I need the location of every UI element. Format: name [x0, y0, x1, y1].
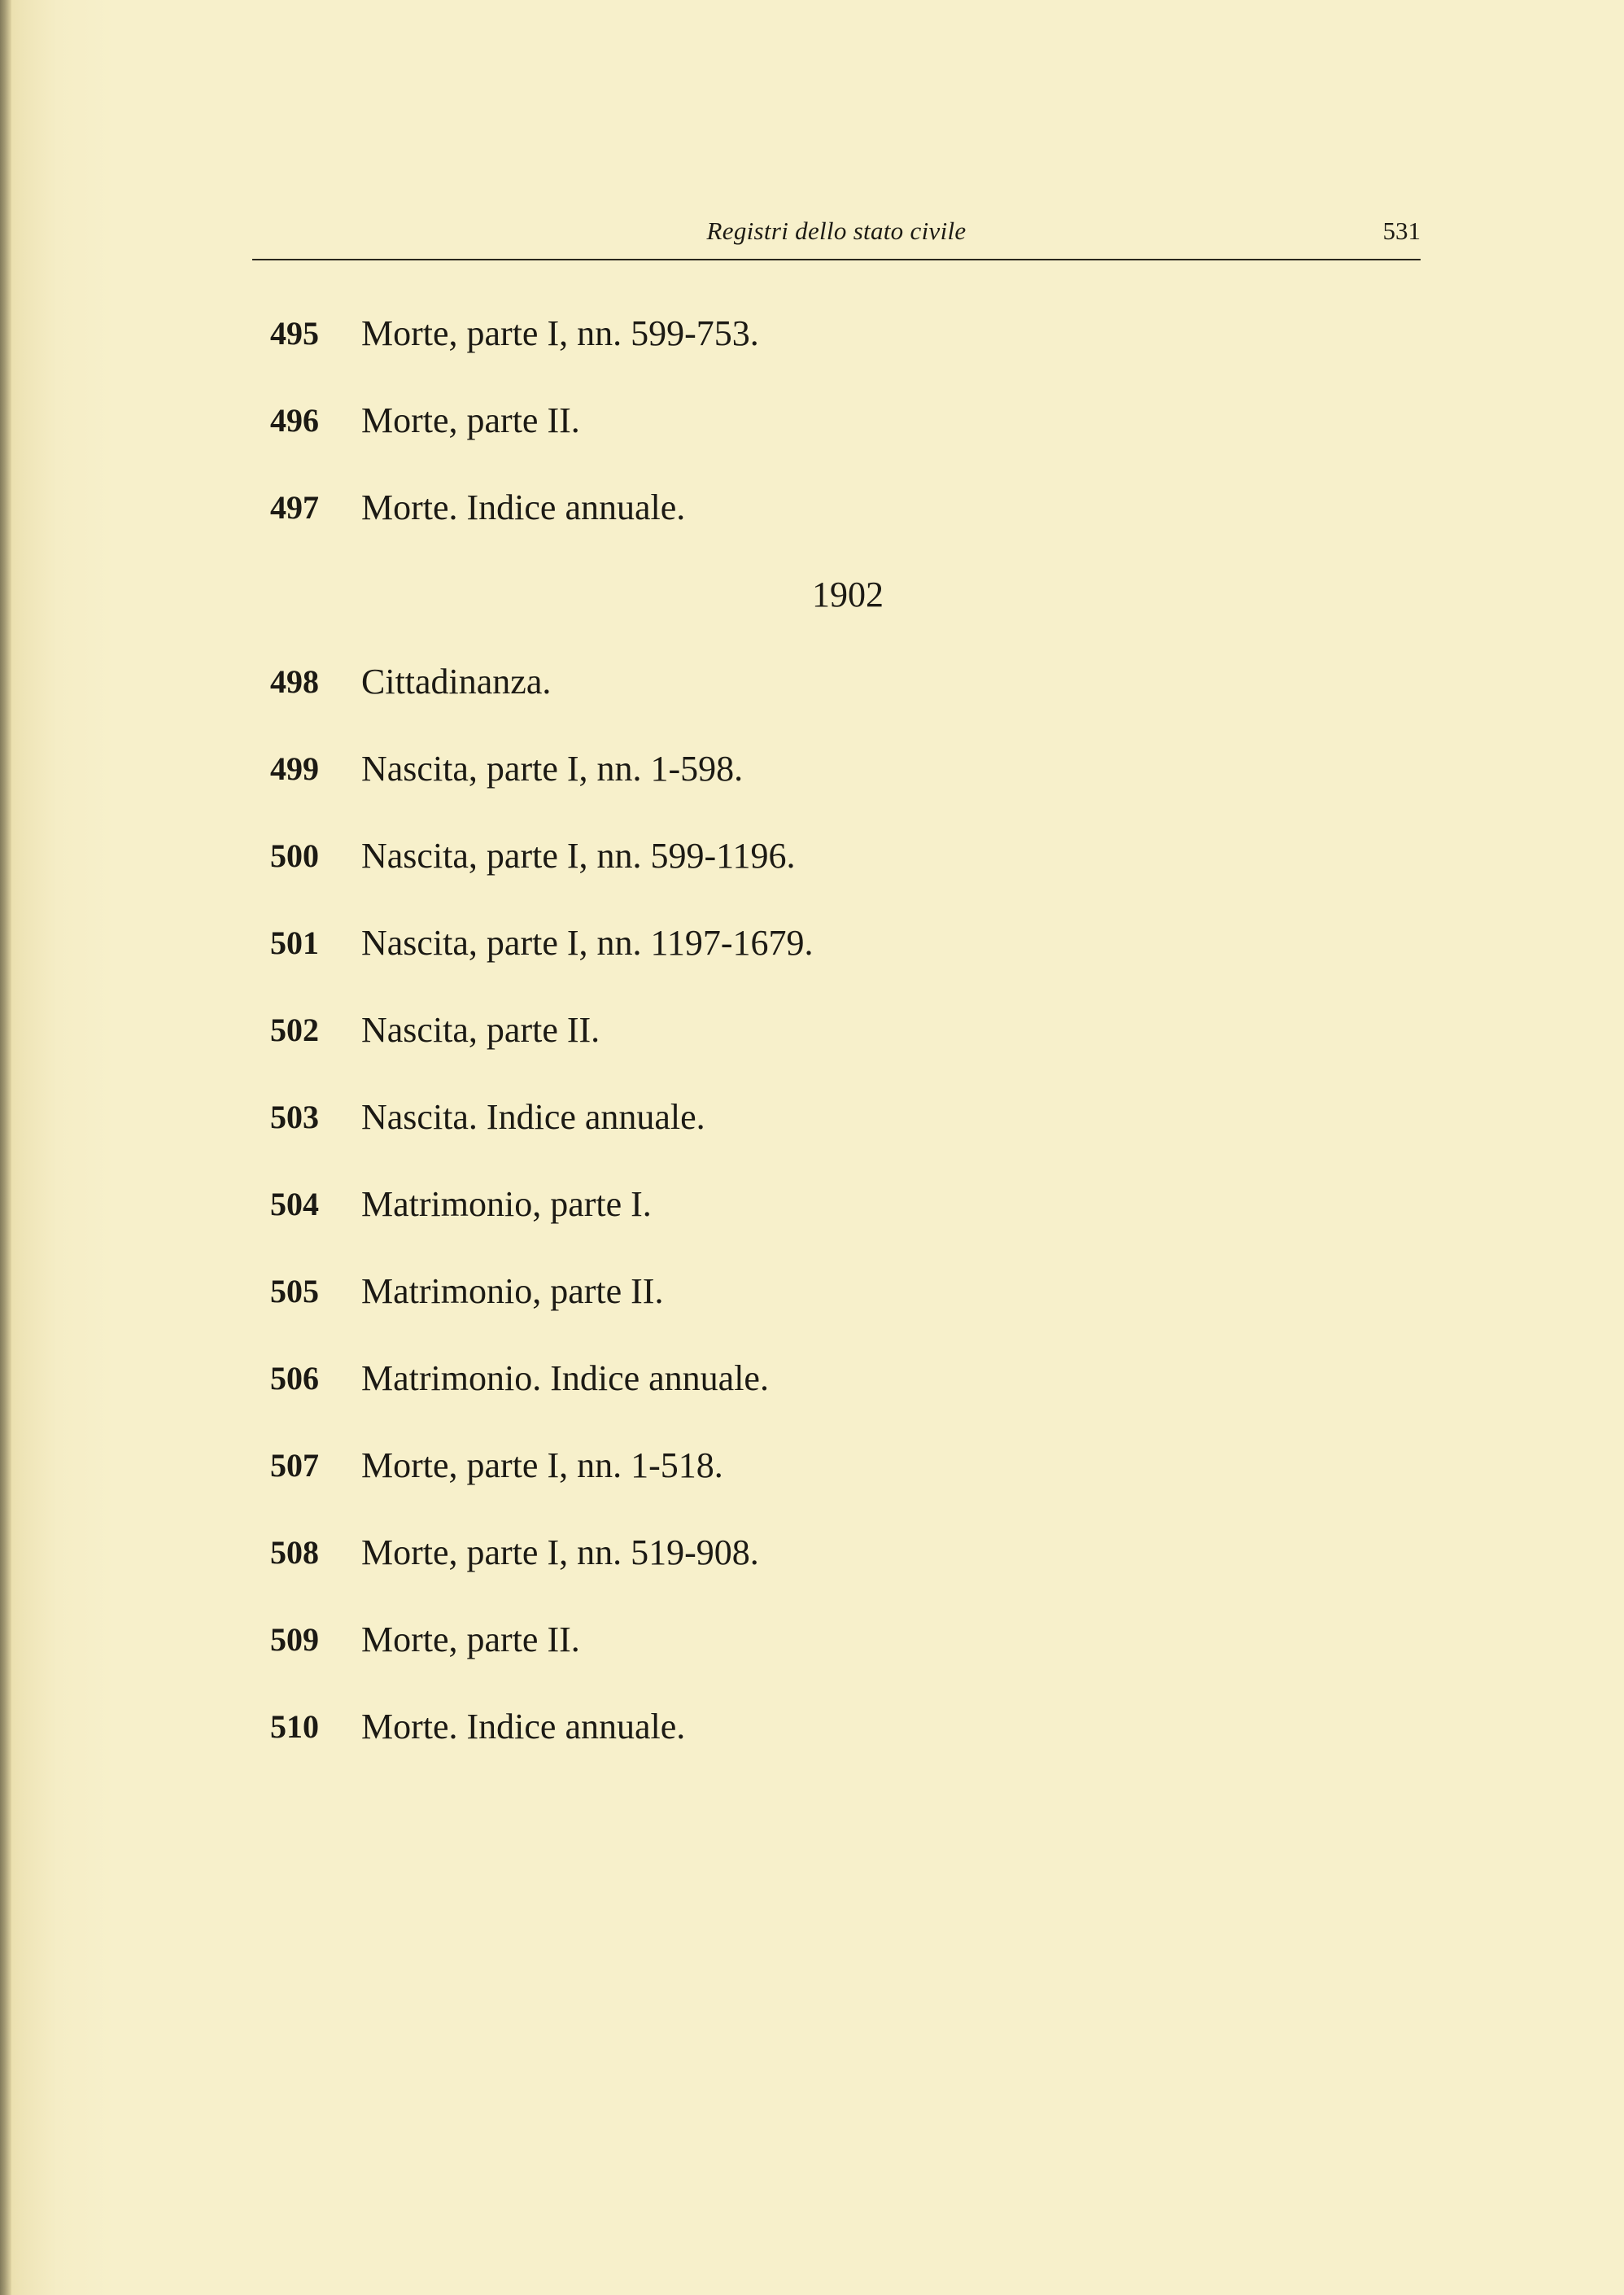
entry-number: 510	[270, 1708, 319, 1745]
list-item	[270, 746, 1409, 833]
list-item	[270, 485, 1409, 572]
binding-edge	[0, 0, 11, 2295]
entry-text: Matrimonio, parte II.	[361, 1271, 664, 1311]
list-item	[270, 833, 1409, 920]
list-item	[270, 311, 1409, 398]
entry-text: Matrimonio. Indice annuale.	[361, 1358, 769, 1398]
list-item	[270, 1095, 1409, 1182]
list-item	[270, 1182, 1409, 1269]
entry-text: Morte. Indice annuale.	[361, 487, 686, 527]
year-heading: 1902	[812, 575, 884, 614]
list-item	[270, 1269, 1409, 1356]
entry-number: 509	[270, 1621, 319, 1658]
entry-text: Nascita, parte II.	[361, 1010, 600, 1050]
entry-number: 502	[270, 1012, 319, 1048]
entry-text: Cittadinanza.	[361, 662, 552, 702]
list-item	[270, 1443, 1409, 1530]
list-item	[270, 1356, 1409, 1443]
entry-number: 497	[270, 489, 319, 526]
entry-text: Nascita, parte I, nn. 1-598.	[361, 749, 744, 789]
list-item	[270, 1008, 1409, 1095]
entry-number: 500	[270, 837, 319, 874]
entry-number: 505	[270, 1273, 319, 1309]
year-heading-row	[270, 572, 1409, 659]
entry-number: 504	[270, 1186, 319, 1222]
entry-text: Morte, parte I, nn. 599-753.	[361, 313, 759, 353]
running-title: Registri dello stato civile	[706, 216, 967, 245]
list-item	[270, 1704, 1409, 1791]
entry-text: Morte. Indice annuale.	[361, 1707, 686, 1746]
entry-number: 501	[270, 925, 319, 961]
running-header	[252, 213, 1421, 260]
entry-number: 507	[270, 1447, 319, 1484]
entry-number: 506	[270, 1360, 319, 1397]
entry-text: Nascita. Indice annuale.	[361, 1097, 705, 1137]
entry-text: Morte, parte II.	[361, 400, 580, 440]
entry-number: 503	[270, 1099, 319, 1135]
entry-text: Nascita, parte I, nn. 599-1196.	[361, 836, 796, 876]
entry-number: 498	[270, 663, 319, 700]
list-item	[270, 1617, 1409, 1704]
list-item	[270, 659, 1409, 746]
entry-text: Morte, parte I, nn. 519-908.	[361, 1532, 759, 1572]
entry-text: Matrimonio, parte I.	[361, 1184, 652, 1224]
list-item	[270, 398, 1409, 485]
list-item	[270, 920, 1409, 1008]
entry-text: Morte, parte II.	[361, 1620, 580, 1659]
entry-text: Nascita, parte I, nn. 1197-1679.	[361, 923, 814, 963]
page-number: 531	[1382, 216, 1421, 245]
list-item	[270, 1530, 1409, 1617]
entry-number: 495	[270, 315, 319, 352]
entry-list	[270, 311, 1409, 1791]
entry-number: 508	[270, 1534, 319, 1571]
entry-number: 499	[270, 750, 319, 787]
entry-number: 496	[270, 402, 319, 439]
entry-text: Morte, parte I, nn. 1-518.	[361, 1445, 723, 1485]
